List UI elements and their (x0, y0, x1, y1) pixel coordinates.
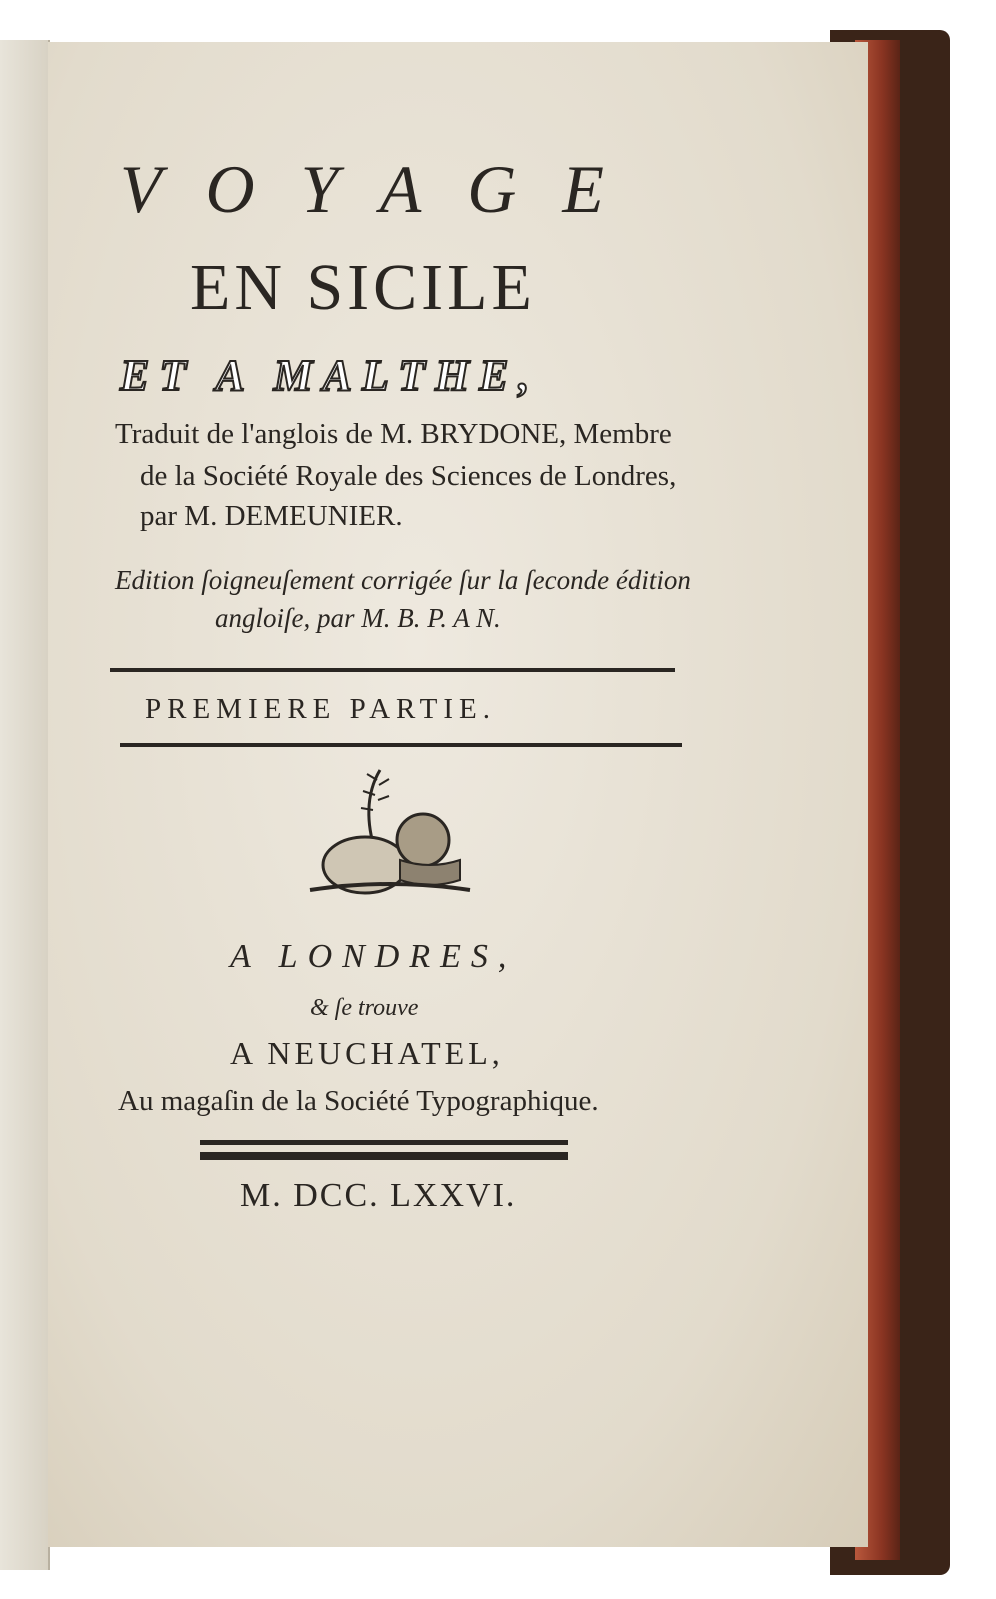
double-rule-top (200, 1140, 568, 1145)
part-heading: PREMIERE PARTIE. (145, 693, 496, 725)
translation-line-3: par M. DEMEUNIER. (140, 500, 403, 532)
left-page (0, 40, 50, 1570)
imprint-londres: A LONDRES, (230, 938, 517, 975)
imprint-publisher: Au magaſin de la Société Typographique. (118, 1085, 599, 1117)
printers-ornament-icon (305, 765, 475, 905)
imprint-neuchatel: A NEUCHATEL, (230, 1035, 504, 1071)
imprint-se-trouve: & ſe trouve (310, 995, 419, 1021)
rule-bottom (120, 743, 682, 747)
double-rule-bottom (200, 1152, 568, 1160)
rule-top (110, 668, 675, 672)
title-voyage: VOYAGE (120, 151, 650, 227)
title-en-sicile: EN SICILE (190, 251, 536, 324)
translation-line-2: de la Société Royale des Sciences de Londres, (140, 460, 677, 492)
edition-line-2: angloiſe, par M. B. P. A N. (215, 603, 501, 633)
edition-line-1: Edition ſoigneuſement corrigée ſur la ſeconde édition (115, 565, 691, 595)
translation-line-1: Traduit de l'anglois de M. BRYDONE, Membre (115, 418, 672, 450)
publication-year: M. DCC. LXXVI. (240, 1177, 517, 1214)
title-et-a-malthe: ET A MALTHE, (120, 351, 540, 400)
